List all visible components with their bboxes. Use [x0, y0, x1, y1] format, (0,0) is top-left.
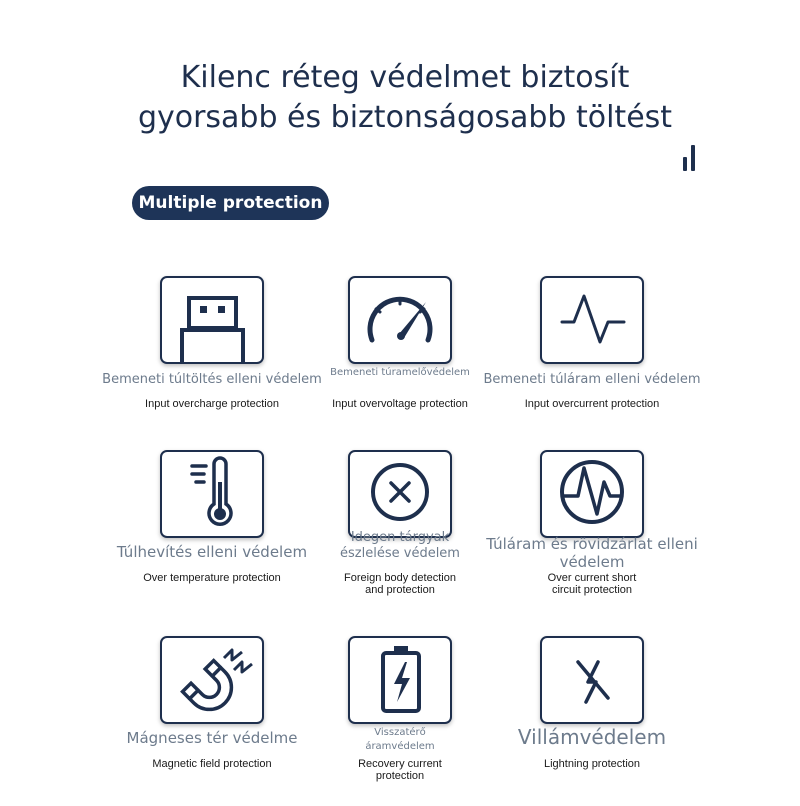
x-circle-icon	[348, 450, 452, 538]
feature-card-lightning	[492, 636, 692, 806]
feature-subtitle: Foreign body detection and protection	[344, 572, 456, 596]
feature-title: Bemeneti túláram elleni védelem	[483, 372, 701, 387]
feature-card-short-circuit	[486, 450, 698, 620]
feature-title: Túlhevítés elleni védelem	[116, 543, 308, 561]
battery-bolt-icon	[348, 636, 452, 724]
feature-card-over-temperature	[112, 450, 312, 620]
feature-title: Bemeneti túltöltés elleni védelem	[102, 372, 322, 387]
feature-card-input-overcurrent	[483, 276, 701, 446]
feature-title: Idegen tárgyak észlelése védelem	[340, 530, 460, 561]
feature-title: Villámvédelem	[517, 725, 667, 749]
waveform-icon	[540, 276, 644, 364]
feature-subtitle: Magnetic field protection	[152, 758, 272, 770]
thermometer-icon	[160, 450, 264, 538]
feature-subtitle: Over current short circuit protection	[547, 572, 637, 596]
usb-plug-icon	[160, 276, 264, 364]
headline-line-2: gyorsabb és biztonságosabb töltést	[137, 100, 673, 135]
feature-card-magnetic-field	[112, 636, 312, 806]
feature-subtitle: Input overcurrent protection	[524, 398, 660, 410]
feature-card-input-overvoltage	[300, 276, 500, 446]
bar-chart-icon	[683, 145, 697, 171]
feature-card-recovery-current	[300, 636, 500, 806]
wave-circle-icon	[540, 450, 644, 538]
feature-subtitle: Lightning protection	[543, 758, 640, 770]
headline-line-1: Kilenc réteg védelmet biztosít	[180, 60, 630, 95]
feature-card-foreign-body	[300, 450, 500, 620]
feature-subtitle: Input overvoltage protection	[332, 398, 468, 410]
magnet-icon	[160, 636, 264, 724]
speedometer-icon	[348, 276, 452, 364]
multiple-protection-badge: Multiple protection	[132, 186, 329, 220]
feature-subtitle: Over temperature protection	[143, 572, 281, 584]
feature-title: Bemeneti túramelővédelem	[330, 367, 470, 378]
feature-card-input-overcharge	[102, 276, 322, 446]
lightning-off-icon	[540, 636, 644, 724]
feature-title: Túláram és rövidzárlat elleni védelem	[486, 535, 698, 571]
feature-title: Visszatérő áramvédelem	[365, 727, 435, 752]
feature-title: Mágneses tér védelme	[126, 729, 298, 747]
page-headline	[120, 58, 690, 138]
feature-subtitle: Recovery current protection	[358, 758, 442, 782]
feature-subtitle: Input overcharge protection	[145, 398, 279, 410]
